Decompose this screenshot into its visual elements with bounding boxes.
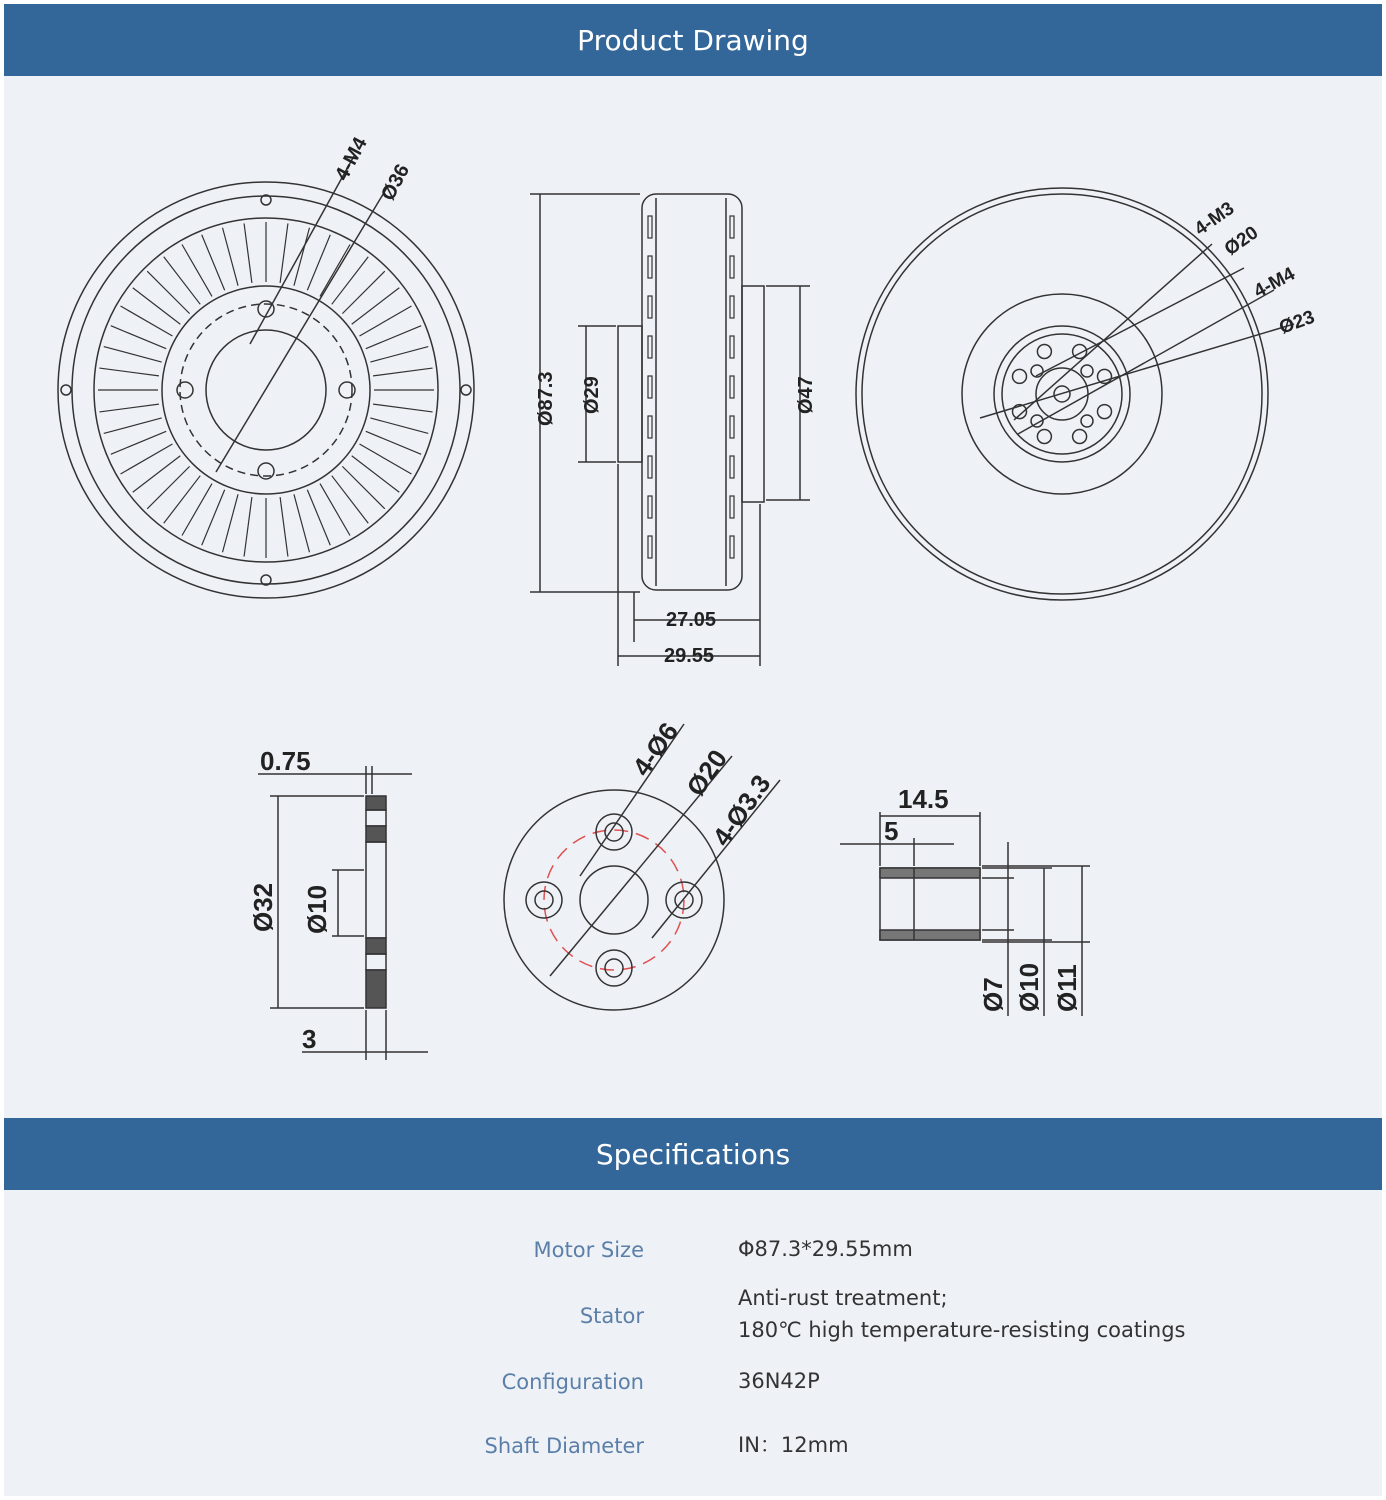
side-overall-diameter: Ø87.3 bbox=[535, 371, 557, 426]
top-circle-label: Ø36 bbox=[376, 160, 415, 205]
cooling-fin bbox=[352, 456, 400, 493]
sleeve-length: 14.5 bbox=[898, 784, 949, 814]
vent-slot bbox=[648, 416, 652, 438]
cooling-fin bbox=[320, 484, 350, 536]
washer-outer-diameter: Ø32 bbox=[248, 882, 278, 932]
bolt-hole bbox=[1013, 369, 1027, 383]
cooling-fin bbox=[307, 235, 330, 290]
vent-slot bbox=[648, 296, 652, 318]
bolt-hole bbox=[1037, 345, 1051, 359]
cooling-fin bbox=[133, 288, 181, 325]
vent-slot bbox=[730, 216, 734, 238]
flange-circle-label: Ø20 bbox=[680, 743, 734, 802]
cooling-fin bbox=[244, 223, 252, 282]
spec-value: IN：12mm bbox=[738, 1433, 849, 1457]
flange-hole-label: 4-Ø6 bbox=[626, 716, 685, 782]
drawing-panel bbox=[4, 76, 1382, 1118]
bolt-hole bbox=[1097, 405, 1111, 419]
cooling-fin bbox=[360, 444, 412, 474]
cooling-fin bbox=[182, 484, 212, 536]
vent-slot bbox=[648, 216, 652, 238]
vent-slot bbox=[648, 496, 652, 518]
cooling-fin bbox=[121, 444, 173, 474]
vent-slot bbox=[648, 536, 652, 558]
sleeve-step: 5 bbox=[884, 816, 899, 846]
cooling-fin bbox=[294, 494, 310, 552]
cooling-fin bbox=[164, 257, 201, 305]
bottom-m4-label: 4-M4 bbox=[1250, 263, 1299, 303]
side-width-overall: 29.55 bbox=[664, 645, 715, 667]
spec-value: Anti-rust treatment; bbox=[738, 1286, 948, 1310]
flange-screw-label: 4-Ø3.3 bbox=[706, 769, 777, 852]
cooling-fin bbox=[294, 228, 310, 286]
cooling-fin bbox=[373, 368, 432, 376]
cooling-fin bbox=[202, 235, 225, 290]
vent-slot bbox=[648, 456, 652, 478]
cooling-fin bbox=[352, 288, 400, 325]
vent-slot bbox=[730, 336, 734, 358]
technical-drawing bbox=[4, 76, 1382, 1118]
cooling-fin bbox=[366, 431, 421, 454]
vent-slot bbox=[730, 296, 734, 318]
cooling-fin bbox=[104, 347, 162, 363]
cooling-fin bbox=[320, 245, 350, 297]
vent-slot bbox=[648, 336, 652, 358]
top-bolt-label: 4-M4 bbox=[330, 133, 372, 185]
side-hub-diameter: Ø29 bbox=[581, 376, 603, 414]
cooling-fin bbox=[223, 494, 239, 552]
bottom-d23-label: Ø23 bbox=[1276, 306, 1318, 339]
washer-height: 3 bbox=[302, 1024, 317, 1054]
cooling-fin bbox=[373, 404, 432, 412]
cooling-fin bbox=[332, 257, 369, 305]
cooling-fin bbox=[99, 368, 158, 376]
cooling-fin bbox=[104, 418, 162, 434]
spec-label: Shaft Diameter bbox=[484, 1434, 644, 1458]
cooling-fin bbox=[223, 228, 239, 286]
cooling-fin bbox=[111, 326, 166, 349]
vent-slot bbox=[730, 536, 734, 558]
cooling-fin bbox=[164, 476, 201, 524]
cooling-fin bbox=[202, 490, 225, 545]
cooling-fin bbox=[111, 431, 166, 454]
bottom-d20-label: Ø20 bbox=[1220, 222, 1263, 261]
bottom-m3-label: 4-M3 bbox=[1190, 198, 1239, 241]
spec-value: Φ87.3*29.55mm bbox=[738, 1237, 913, 1261]
washer-inner-diameter: Ø10 bbox=[302, 884, 332, 934]
cooling-fin bbox=[370, 418, 428, 434]
specifications-panel bbox=[4, 1190, 1382, 1496]
side-view bbox=[530, 194, 810, 666]
cooling-fin bbox=[360, 306, 412, 336]
washer-thickness: 0.75 bbox=[260, 746, 311, 776]
cooling-fin bbox=[307, 490, 330, 545]
product-drawing-banner bbox=[4, 4, 1382, 76]
specifications-banner bbox=[4, 1118, 1382, 1190]
side-width-inner: 27.05 bbox=[666, 609, 717, 631]
vent-slot bbox=[730, 416, 734, 438]
vent-slot bbox=[648, 256, 652, 278]
cooling-fin bbox=[244, 497, 252, 556]
cooling-fin bbox=[366, 326, 421, 349]
product-drawing-title: Product Drawing bbox=[577, 23, 809, 57]
cooling-fin bbox=[182, 245, 212, 297]
cooling-fin bbox=[280, 223, 288, 282]
side-stator-diameter: Ø47 bbox=[795, 376, 817, 414]
bolt-hole bbox=[1037, 429, 1051, 443]
spec-value-line2: 180℃ high temperature-resisting coatings bbox=[738, 1318, 1186, 1342]
cooling-fin bbox=[133, 456, 181, 493]
specifications-title: Specifications bbox=[595, 1137, 791, 1171]
cooling-fin bbox=[370, 347, 428, 363]
cooling-fin bbox=[121, 306, 173, 336]
vent-slot bbox=[730, 496, 734, 518]
vent-slot bbox=[730, 256, 734, 278]
cooling-fin bbox=[147, 271, 189, 313]
cooling-fin bbox=[332, 476, 369, 524]
spec-label: Motor Size bbox=[533, 1238, 644, 1262]
spec-label: Stator bbox=[579, 1304, 644, 1328]
washer-view bbox=[258, 766, 428, 1060]
vent-slot bbox=[730, 456, 734, 478]
bolt-hole bbox=[1073, 429, 1087, 443]
spec-value: 36N42P bbox=[738, 1369, 820, 1393]
cooling-fin bbox=[99, 404, 158, 412]
cooling-fin bbox=[147, 466, 189, 508]
cooling-fin bbox=[280, 497, 288, 556]
sleeve-outer-diameter: Ø11 bbox=[1052, 964, 1082, 1012]
sleeve-mid-diameter: Ø10 bbox=[1014, 962, 1044, 1012]
vent-slot bbox=[730, 376, 734, 398]
sleeve-inner-diameter: Ø7 bbox=[978, 977, 1008, 1012]
spec-label: Configuration bbox=[501, 1370, 644, 1394]
vent-slot bbox=[648, 376, 652, 398]
cooling-fin bbox=[342, 466, 384, 508]
cooling-fin bbox=[342, 271, 384, 313]
top-view bbox=[58, 156, 474, 598]
